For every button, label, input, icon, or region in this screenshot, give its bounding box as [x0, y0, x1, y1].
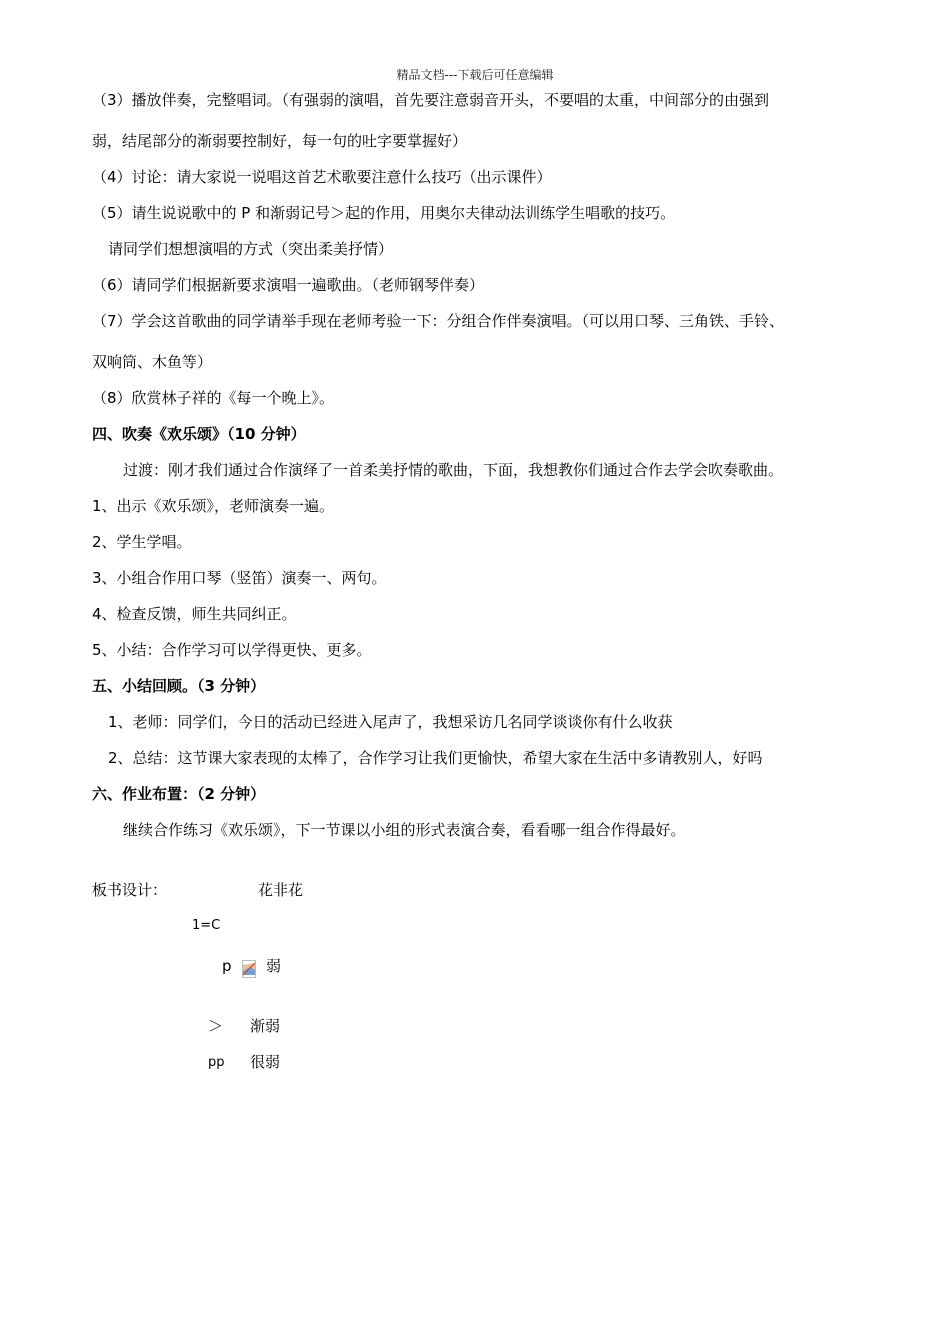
text-line: 请同学们想想演唱的方式（突出柔美抒情）: [108, 240, 394, 258]
text-line: 继续合作练习《欢乐颂》，下一节课以小组的形式表演合奏，看看哪一组合作得最好。: [123, 821, 686, 839]
board-design-label: 板书设计：: [92, 881, 168, 899]
text-line: （6）请同学们根据新要求演唱一遍歌曲。（老师钢琴伴奏）: [92, 276, 485, 294]
list-item: 4、检查反馈，师生共同纠正。: [92, 605, 297, 623]
board-key-signature: 1=C: [192, 918, 221, 933]
text-line: 双响筒、木鱼等）: [92, 353, 213, 371]
text-line: （8）欣赏林子祥的《每一个晚上》。: [92, 389, 335, 407]
text-line: （4）讨论：请大家说一说唱这首艺术歌要注意什么技巧（出示课件）: [92, 168, 552, 186]
text-line: （3）播放伴奏，完整唱词。（有强弱的演唱，首先要注意弱音开头，不要唱的太重，中间部分的由强到: [92, 91, 770, 109]
text-line: （5）请生说说歌中的 P 和渐弱记号＞起的作用，用奥尔夫律动法训练学生唱歌的技巧。: [92, 204, 676, 222]
board-dim-meaning: 渐弱: [250, 1017, 281, 1035]
board-p-meaning: 弱: [266, 957, 282, 975]
text-line: 弱，结尾部分的渐弱要控制好，每一句的吐字要掌握好）: [92, 132, 468, 150]
section-heading: 四、吹奏《欢乐颂》（10 分钟）: [92, 425, 306, 443]
board-pp-meaning: 很弱: [250, 1053, 281, 1071]
board-song-title: 花非花: [258, 881, 304, 899]
list-item: 1、老师：同学们，今日的活动已经进入尾声了，我想采访几名同学谈谈你有什么收获: [108, 713, 673, 731]
list-item: 2、总结：这节课大家表现的太棒了，合作学习让我们更愉快，希望大家在生活中多请教别人，好吗: [108, 749, 763, 767]
list-item: 2、学生学唱。: [92, 533, 192, 551]
broken-image-icon: [242, 960, 256, 978]
board-dim-symbol: ＞: [208, 1017, 224, 1035]
text-line: （7）学会这首歌曲的同学请举手现在老师考验一下：分组合作伴奏演唱。（可以用口琴、三角铁、手铃、: [92, 312, 785, 330]
board-pp-symbol: pp: [208, 1055, 225, 1070]
section-heading: 六、作业布置：（2 分钟）: [92, 785, 266, 803]
section-heading: 五、小结回顾。（3 分钟）: [92, 677, 266, 695]
list-item: 1、出示《欢乐颂》，老师演奏一遍。: [92, 497, 335, 515]
page-header: 精品文档---下载后可任意编辑: [396, 68, 554, 82]
board-p-symbol: p: [222, 957, 232, 975]
text-line: 过渡：刚才我们通过合作演绎了一首柔美抒情的歌曲，下面，我想教你们通过合作去学会吹奏歌曲。: [123, 461, 784, 479]
list-item: 5、小结：合作学习可以学得更快、更多。: [92, 641, 372, 659]
list-item: 3、小组合作用口琴（竖笛）演奏一、两句。: [92, 569, 387, 587]
